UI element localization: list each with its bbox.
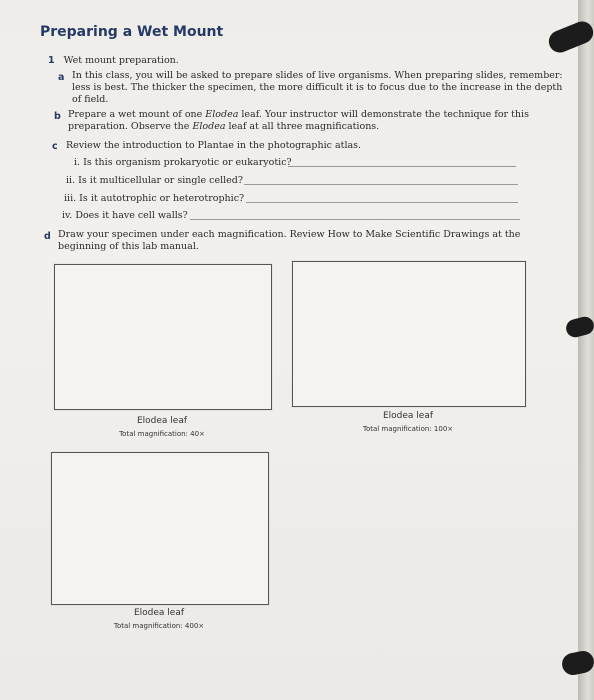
answer-line-iii[interactable] <box>246 202 518 203</box>
drawing-box-100x[interactable] <box>292 261 526 407</box>
part-d-line-2: beginning of this lab manual. <box>58 241 199 252</box>
drawing-caption-400x-subtitle: Total magnification: 400× <box>113 622 205 630</box>
part-d-marker: d <box>44 231 51 242</box>
drawing-box-400x[interactable] <box>51 452 269 605</box>
part-c-marker: c <box>52 141 58 152</box>
question-iii: iii. Is it autotrophic or heterotrophic? <box>64 193 245 204</box>
question-ii: ii. Is it multicellular or single celled? <box>66 175 243 186</box>
question-iv: iv. Does it have cell walls? <box>62 210 188 221</box>
drawing-caption-40x-subtitle: Total magnification: 40× <box>119 430 205 438</box>
part-b-marker: b <box>54 111 61 122</box>
item-1-text: Wet mount preparation. <box>63 55 179 66</box>
drawing-caption-100x-subtitle: Total magnification: 100× <box>362 425 454 433</box>
part-a-marker: a <box>58 72 65 83</box>
answer-line-i[interactable] <box>288 166 516 167</box>
answer-line-iv[interactable] <box>190 219 520 220</box>
drawing-caption-400x-title: Elodea leaf <box>133 608 185 618</box>
part-c-intro: Review the introduction to Plantae in the photographic atlas. <box>66 140 362 151</box>
part-a-line-2: less is best. The thicker the specimen, the more difficult it is to focus due to the increase in the depth <box>72 82 563 93</box>
part-b-line-1: Prepare a wet mount of one Elodea leaf. Your instructor will demonstrate the technique for this <box>68 109 529 120</box>
part-a-line-1: In this class, you will be asked to prepare slides of live organisms. When preparing slides, remember: <box>72 70 563 81</box>
drawing-caption-100x-title: Elodea leaf <box>382 411 434 421</box>
item-1-number: 1 <box>48 55 55 66</box>
part-d-line-1: Draw your specimen under each magnification. Review How to Make Scientific Drawings at the <box>58 229 521 240</box>
page-title: Preparing a Wet Mount <box>40 24 224 40</box>
question-i: i. Is this organism prokaryotic or eukaryotic? <box>74 157 292 168</box>
part-a-line-3: of field. <box>72 94 109 105</box>
drawing-box-40x[interactable] <box>54 264 272 410</box>
answer-line-ii[interactable] <box>244 184 518 185</box>
binder-edge <box>578 0 594 700</box>
item-1 <box>48 55 179 67</box>
drawing-caption-40x-title: Elodea leaf <box>136 416 188 426</box>
part-b-line-2: preparation. Observe the Elodea leaf at all three magnifications. <box>68 121 380 132</box>
